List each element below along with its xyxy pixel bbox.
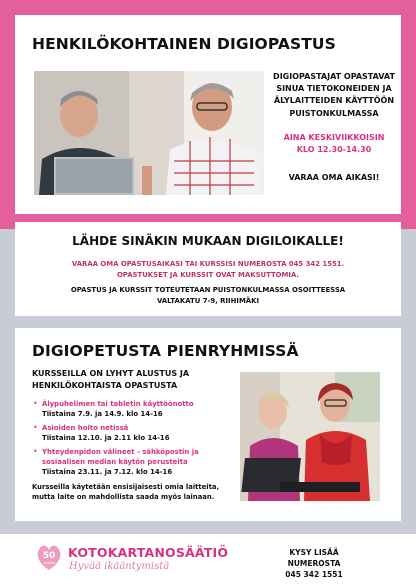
contact-phone: 045 342 1551 bbox=[285, 570, 343, 579]
intro-line: KURSSEILLA ON LYHYT ALUSTUS JA bbox=[32, 369, 190, 378]
digiopastus-card bbox=[15, 15, 401, 214]
course-title: Älypuhelimen tai tabletin käyttöönotto bbox=[42, 400, 194, 408]
opening-time bbox=[270, 132, 398, 156]
digiloikka-headline: LÄHDE SINÄKIN MUKAAN DIGILOIKALLE! bbox=[72, 234, 344, 248]
desc-line: DIGIOPASTAJAT OPASTAVAT bbox=[273, 72, 395, 81]
note-line: Kursseilla käytetään ensisijaisesti omia laitteita, bbox=[32, 483, 220, 491]
list-item bbox=[32, 423, 237, 443]
course-list bbox=[32, 399, 237, 477]
desc-line: SINUA TIETOKONEIDEN JA bbox=[276, 84, 392, 94]
course-date: Tiistaina 12.10. ja 2.11 klo 14-16 bbox=[42, 434, 170, 442]
two-women-laptop-photo bbox=[240, 372, 380, 501]
brand-name: KOTOKARTANOSÄÄTIÖ bbox=[68, 545, 229, 560]
book-time-cta: VARAA OMA AIKASI! bbox=[288, 173, 380, 183]
course-title: Yhteydenpidon välineet - sähköpostin ja sosiaalisen median käytön perusteita bbox=[42, 448, 199, 466]
time-line: KLO 12.30-14.30 bbox=[296, 145, 372, 155]
digiloikka-card bbox=[15, 222, 401, 316]
location-info bbox=[15, 285, 401, 307]
intro-line: HENKILÖKOHTAISTA OPASTUSTA bbox=[32, 380, 178, 390]
course-date: Tiistaina 23.11. ja 7.12. klo 14-16 bbox=[42, 468, 173, 476]
course-info bbox=[32, 368, 237, 502]
contact-info bbox=[268, 547, 360, 580]
two-men-laptop-photo bbox=[34, 71, 264, 195]
digiopastus-info bbox=[270, 71, 398, 184]
course-title: Asioiden hoito netissä bbox=[42, 424, 129, 432]
digiopastus-description bbox=[270, 71, 398, 120]
location-line: VALTAKATU 7-9, RIIHIMÄKI bbox=[156, 297, 260, 305]
device-note bbox=[32, 482, 237, 502]
list-item bbox=[32, 399, 237, 419]
bullet-icon: • bbox=[33, 423, 38, 432]
contact-line: NUMEROSTA bbox=[287, 559, 341, 568]
time-line: AINA KESKIVIIKKOISIN bbox=[283, 132, 385, 142]
location-line: OPASTUS JA KURSSIT TOTEUTETAAN PUISTONKULMASSA OSOITTEESSA bbox=[70, 286, 346, 294]
booking-line: VARAA OMA OPASTUSAIKASI TAI KURSSISI NUMEROSTA 045 342 1551. bbox=[71, 260, 345, 268]
logo-subtext: vuotta bbox=[43, 561, 55, 565]
booking-line: OPASTUKSET JA KURSSIT OVAT MAKSUTTOMIA. bbox=[116, 271, 300, 279]
booking-info bbox=[15, 259, 401, 281]
bullet-icon: • bbox=[33, 447, 38, 456]
desc-line: ÄLYLAITTEIDEN KÄYTTÖÖN bbox=[273, 96, 395, 106]
course-intro bbox=[32, 368, 237, 391]
note-line: mutta laite on mahdollista saada myös lainaan. bbox=[32, 493, 215, 501]
pienryhma-card bbox=[15, 328, 401, 521]
card3-title: DIGIOPETUSTA PIENRYHMISSÄ bbox=[32, 342, 299, 360]
logo-number: 50 bbox=[42, 551, 56, 561]
brand-slogan: Hyvää ikääntymistä bbox=[69, 561, 170, 572]
bullet-icon: • bbox=[33, 399, 38, 408]
desc-line: PUISTONKULMASSA bbox=[289, 108, 379, 118]
course-date: Tiistaina 7.9. ja 14.9. klo 14-16 bbox=[42, 410, 163, 418]
contact-line: KYSY LISÄÄ bbox=[289, 548, 339, 557]
kotokartano-logo bbox=[34, 542, 64, 572]
card1-title: HENKILÖKOHTAINEN DIGIOPASTUS bbox=[32, 35, 336, 53]
list-item bbox=[32, 447, 237, 477]
